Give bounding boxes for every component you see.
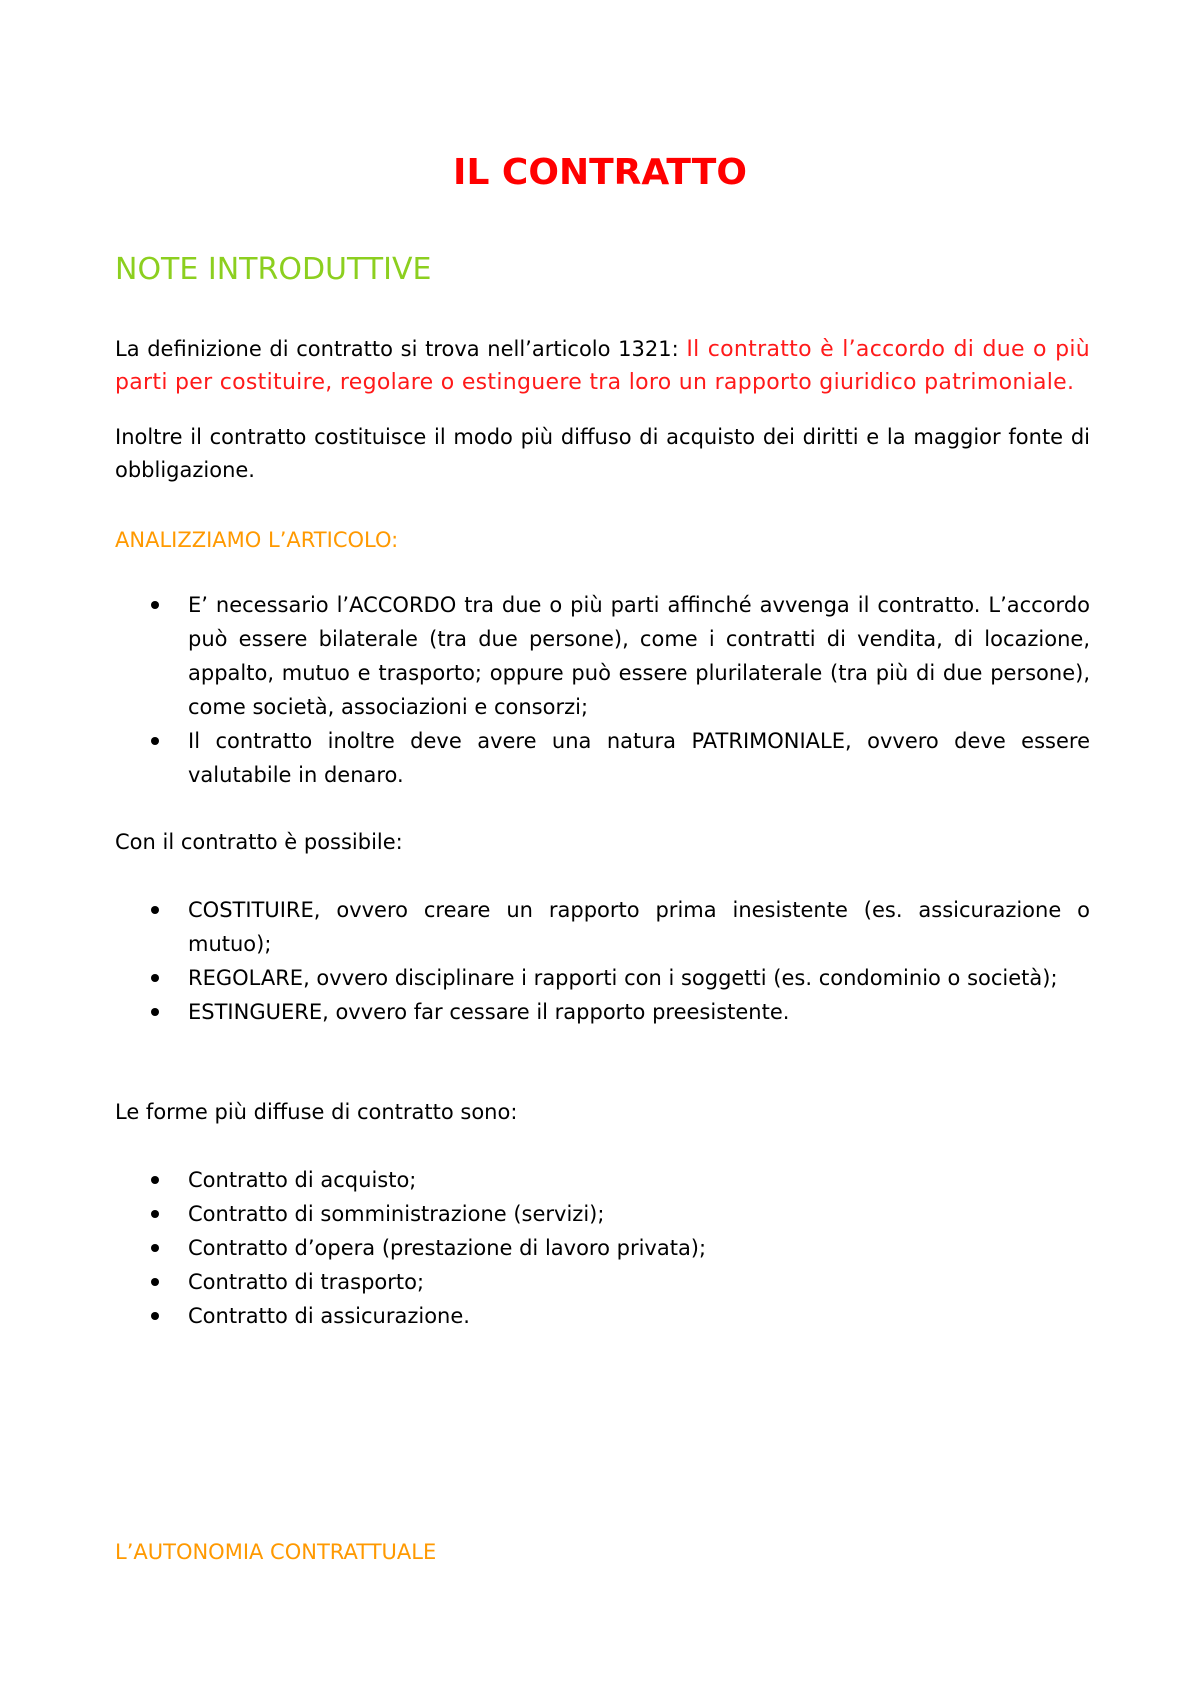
- intro-after: Inoltre il contratto costituisce il modo più diffuso di acquisto dei diritti e la maggior fonte di obbligazione.: [115, 425, 1090, 482]
- bullet-icon: [151, 1244, 159, 1252]
- autonomy-heading: L’AUTONOMIA CONTRATTUALE: [115, 1540, 437, 1564]
- bullet-icon: [151, 1176, 159, 1184]
- list-item-text: Contratto d’opera (prestazione di lavoro privata);: [188, 1236, 707, 1260]
- intro-paragraph: [115, 333, 1090, 399]
- document-title: IL CONTRATTO: [453, 152, 747, 193]
- list-item-text: Contratto di trasporto;: [188, 1270, 425, 1294]
- list-item: [115, 995, 1090, 1029]
- list-item: [115, 1231, 1090, 1265]
- list-item-text: Contratto di assicurazione.: [188, 1304, 470, 1328]
- list-item: [115, 588, 1090, 724]
- list-item: [115, 1163, 1090, 1197]
- list-item: [115, 1265, 1090, 1299]
- list-item-text: REGOLARE, ovvero disciplinare i rapporti con i soggetti (es. condominio o società);: [188, 966, 1058, 990]
- possible-list: [115, 893, 1090, 1029]
- list-item-text: E’ necessario l’ACCORDO tra due o più parti affinché avvenga il contratto. L’accordo può essere bilaterale (tra due persone), come i contratti di vendita, di locazione, appalto, mutuo e trasporto; oppure può essere plurilaterale (tra più di due persone), come società, associazioni e consorzi;: [188, 593, 1090, 719]
- note-heading: NOTE INTRODUTTIVE: [115, 252, 432, 287]
- intro-quote: Il contratto è l’accordo di due o più parti per costituire, regolare o estinguere tra loro un rapporto giuridico patrimoniale.: [115, 337, 1091, 395]
- bullet-icon: [151, 906, 159, 914]
- list-item: [115, 1299, 1090, 1333]
- bullet-icon: [151, 601, 159, 609]
- analysis-heading: ANALIZZIAMO L’ARTICOLO:: [115, 528, 399, 552]
- list-item-text: ESTINGUERE, ovvero far cessare il rapporto preesistente.: [188, 1000, 790, 1024]
- bullet-icon: [151, 974, 159, 982]
- list-item: [115, 961, 1090, 995]
- list-item-text: Il contratto inoltre deve avere una natura PATRIMONIALE, ovvero deve essere valutabile in denaro.: [188, 729, 1090, 787]
- bullet-icon: [151, 1008, 159, 1016]
- list-item-text: COSTITUIRE, ovvero creare un rapporto prima inesistente (es. assicurazione o mutuo);: [188, 898, 1090, 956]
- list-item: [115, 893, 1090, 961]
- bullet-icon: [151, 1210, 159, 1218]
- forms-lead: Le forme più diffuse di contratto sono:: [115, 1100, 518, 1124]
- possible-lead: Con il contratto è possibile:: [115, 830, 403, 854]
- list-item-text: Contratto di acquisto;: [188, 1168, 417, 1192]
- list-item: [115, 1197, 1090, 1231]
- bullet-icon: [151, 1312, 159, 1320]
- forms-list: [115, 1163, 1090, 1333]
- bullet-icon: [151, 1278, 159, 1286]
- bullet-icon: [151, 737, 159, 745]
- intro-lead: La definizione di contratto si trova nell’articolo 1321:: [115, 337, 687, 361]
- list-item: [115, 724, 1090, 792]
- list-item-text: Contratto di somministrazione (servizi);: [188, 1202, 605, 1226]
- analysis-list: [115, 588, 1090, 792]
